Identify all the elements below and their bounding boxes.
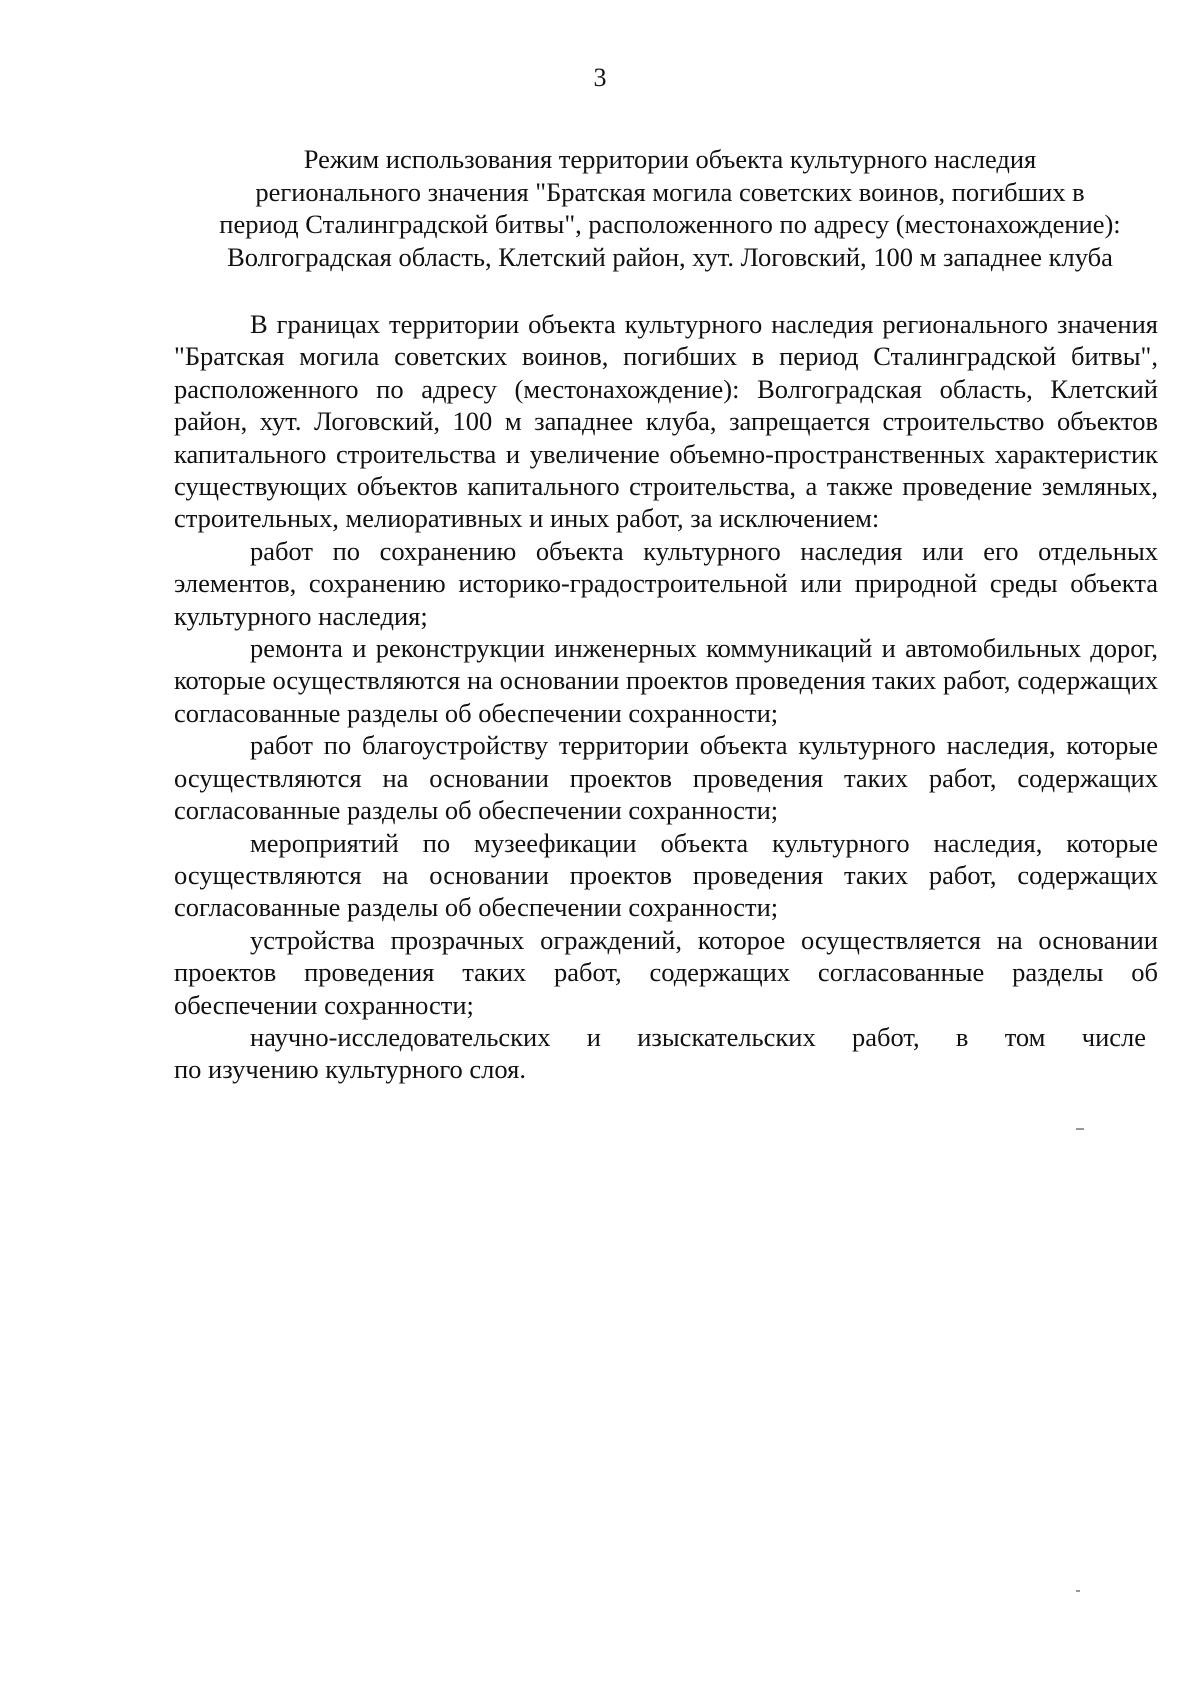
exception-item-last-line: научно-исследовательских и изыскательских работ, в том числе [250,1021,1146,1052]
title-line: период Сталинградской битвы", расположенного по адресу (местонахождение): [219,209,1121,239]
document-body [174,308,1158,1086]
exception-item: работ по благоустройству территории объекта культурного наследия, которые осуществляются на основании проектов проведения таких работ, содержащих согласованные разделы об обеспечении сохранности; [174,730,1158,826]
page-number: 3 [593,63,607,92]
exception-item-last-line: по изучению культурного слоя. [174,1054,526,1085]
intro-paragraph: В границах территории объекта культурного наследия регионального значения "Братская могила советских воинов, погибших в период Сталинградской битвы", расположенного по адресу (местонахождение): Волгоградская область, Клетский район, хут. Логовский, 100 м западнее клуба, запрещается строительство объектов капитального строительства и увеличение объемно-пространственных характеристик существующих объектов капитального строительства, а также проведение земляных, строительных, мелиоративных и иных работ, за исключением: [174,309,1158,534]
title-line: Волгоградская область, Клетский район, хут. Логовский, 100 м западнее клуба [227,241,1113,272]
exception-item: устройства прозрачных ограждений, которое осуществляется на основании проектов проведения таких работ, содержащих согласованные разделы об обеспечении сохранности; [174,924,1158,1020]
scan-mark [1076,1590,1080,1592]
document-title [170,143,1170,273]
scan-mark [1076,1128,1084,1130]
title-line: Режим использования территории объекта культурного наследия [303,144,1037,174]
exception-item: мероприятий по музеефикации объекта культурного наследия, которые осуществляются на основании проектов проведения таких работ, содержащих согласованные разделы об обеспечении сохранности; [174,827,1158,923]
title-line: регионального значения "Братская могила советских воинов, погибших в [255,176,1085,207]
exception-item: работ по сохранению объекта культурного наследия или его отдельных элементов, сохранению историко-градостроительной или природной среды объекта культурного наследия; [174,535,1158,631]
exception-item: ремонта и реконструкции инженерных коммуникаций и автомобильных дорог, которые осуществляются на основании проектов проведения таких работ, содержащих согласованные разделы об обеспечении сохранности; [174,633,1158,728]
